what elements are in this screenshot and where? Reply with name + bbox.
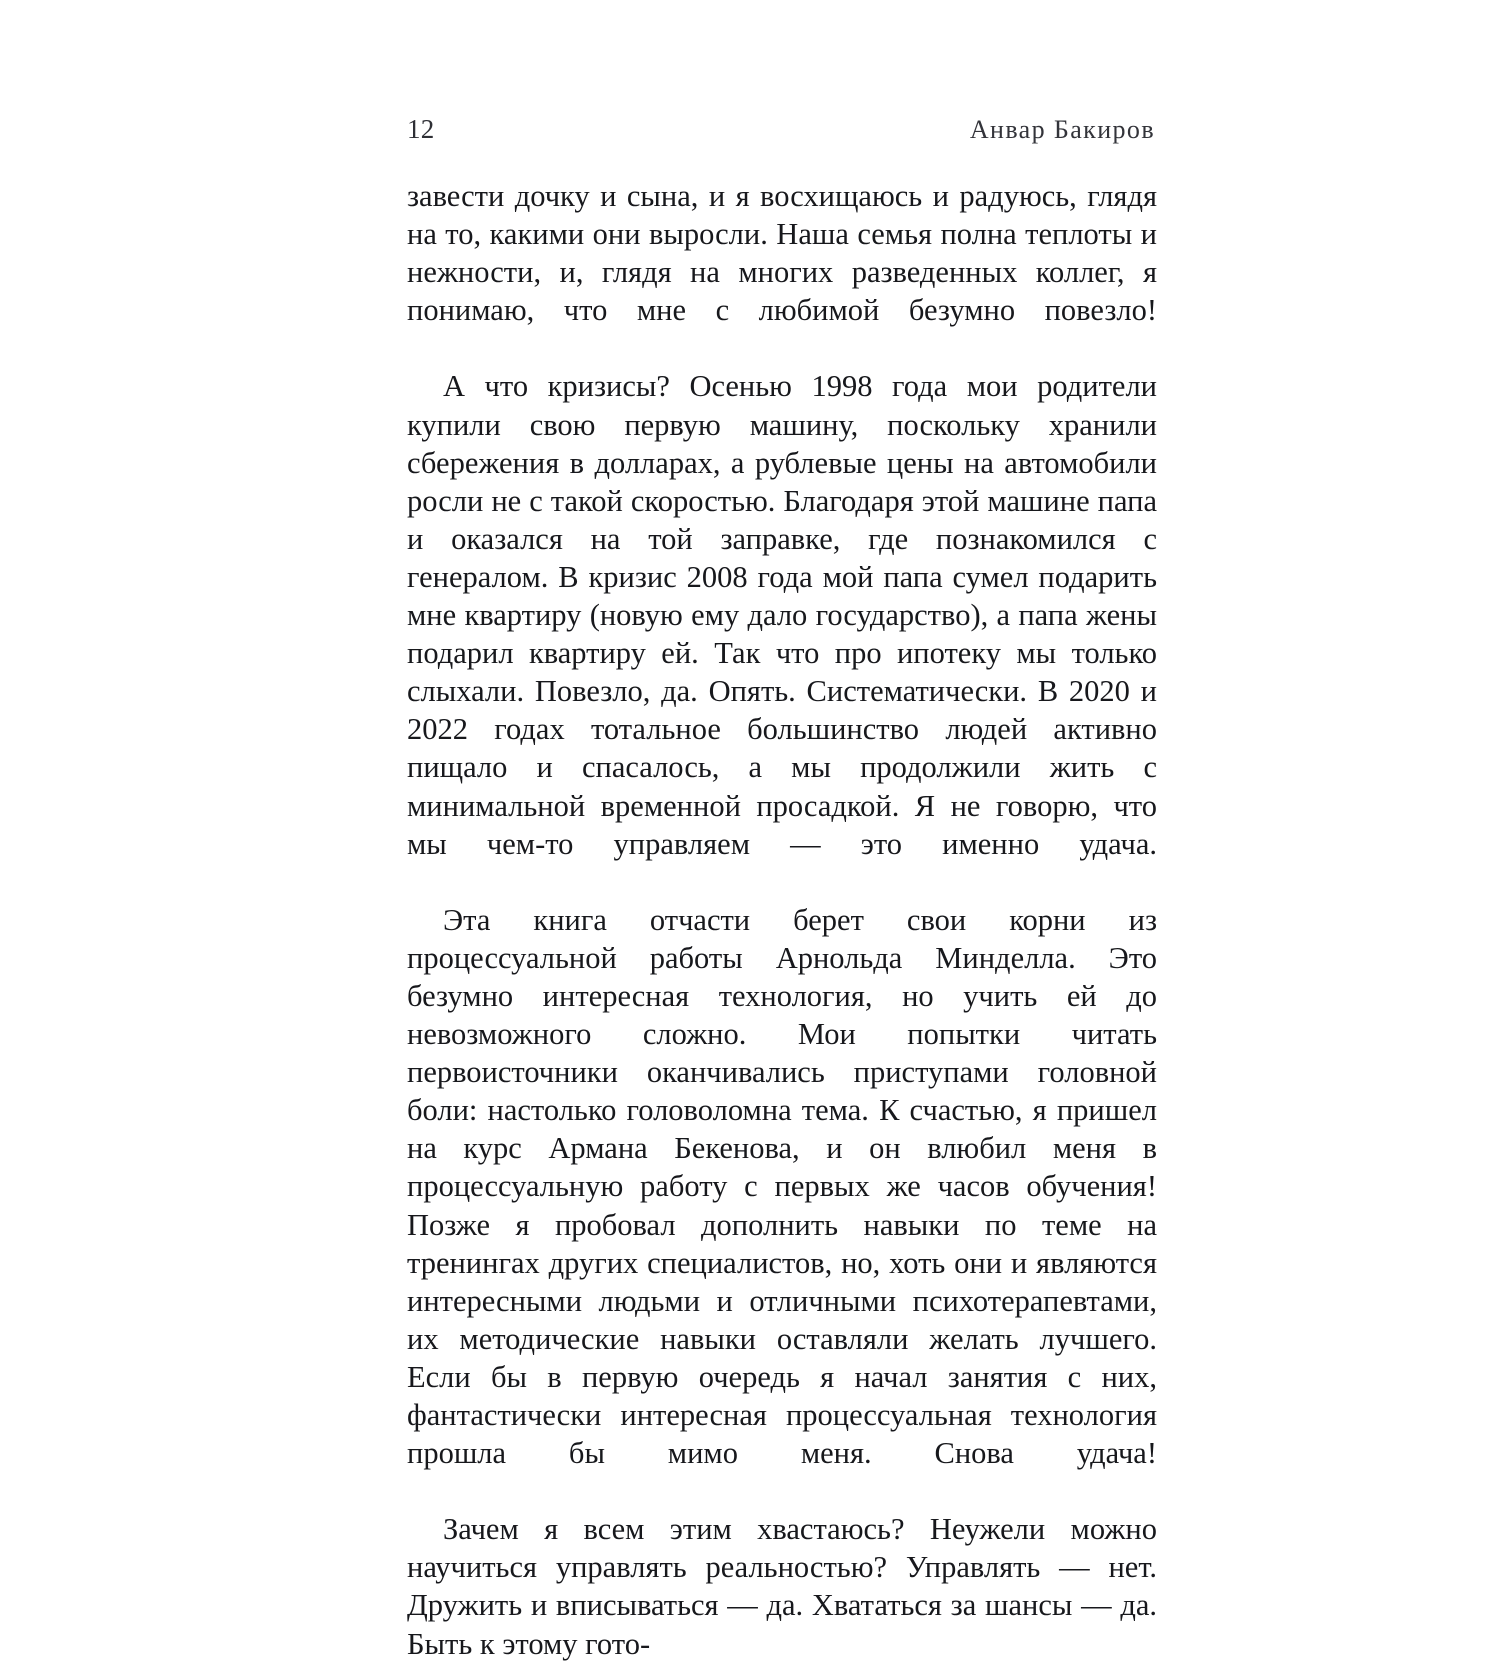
paragraph-crises: А что кризисы? Осенью 1998 года мои родители купили свою первую машину, поскольку хранили сбережения в долларах, а рублевые цены на автомобили росли не с такой скоростью. Благодаря этой машине папа и оказался на той заправке, где познакомился с генералом. В кризис 2008 года мой папа сумел подарить мне квартиру (новую ему дало государство), а папа жены подарил квартиру ей. Так что про ипотеку мы только слыхали. Повезло, да. Опять. Систематически. В 2020 и 2022 годах тотальное большинство людей активно пищало и спасалось, а мы продолжили жить с минимальной временной просадкой. Я не говорю, что мы чем-то управляем — это именно удача. (407, 369, 1157, 861)
running-head-author: Анвар Бакиров (969, 115, 1155, 144)
paragraph-boasting: Зачем я всем этим хвастаюсь? Неужели можно научиться управлять реальностью? Управлять — нет. Дружить и вписываться — да. Хвататься за шансы — да. Быть к этому гото- (407, 1512, 1157, 1661)
paragraph-continued: завести дочку и сына, и я восхищаюсь и радуюсь, глядя на то, какими они выросли. Наша семья полна теплоты и нежности, и, глядя на многих разведенных коллег, я понимаю, что мне с любимой безумно повезло! (407, 179, 1157, 328)
paragraph-mindell: Эта книга отчасти берет свои корни из процессуальной работы Арнольда Минделла. Это безумно интересная технология, но учить ей до невозможного сложно. Мои попытки читать первоисточники оканчивались приступами головной боли: настолько головоломна тема. К счастью, я пришел на курс Армана Бекенова, и он влюбил меня в процессуальную работу с первых же часов обучения! Позже я пробовал дополнить навыки по теме на тренингах других специалистов, но, хоть они и являются интересными людьми и отличными психотерапевтами, их методические навыки оставляли желать лучшего. Если бы в первую очередь я начал занятия с них, фантастически интересная процессуальная технология прошла бы мимо меня. Снова удача! (407, 902, 1157, 1471)
running-head (407, 112, 1155, 152)
body-text-block (407, 177, 1157, 1663)
page-number: 12 (407, 114, 435, 144)
